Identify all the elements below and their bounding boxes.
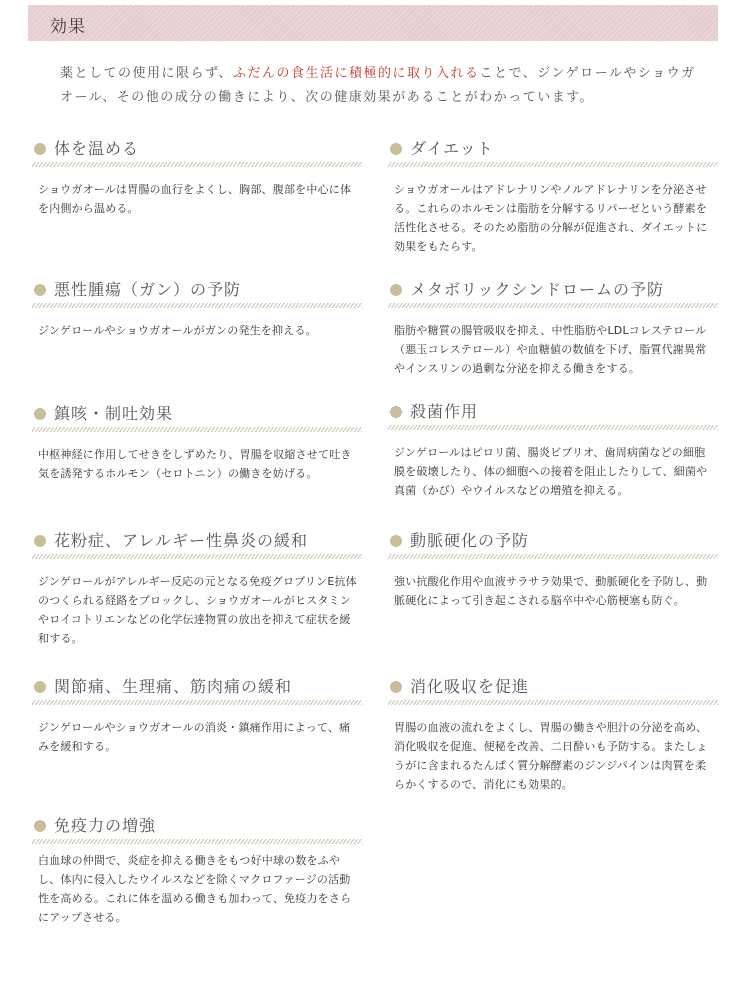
effect-item-antitussive bbox=[32, 401, 362, 480]
effect-description: 強い抗酸化作用や血液サラサラ効果で、動脈硬化を予防し、動脈硬化によって引き起こされる脳卒中や心筋梗塞も防ぐ。 bbox=[394, 575, 708, 607]
effect-title: 花粉症、アレルギー性鼻炎の緩和 bbox=[54, 531, 308, 550]
bullet-dot-icon bbox=[34, 408, 46, 420]
dotted-divider bbox=[388, 554, 718, 559]
effect-title: 殺菌作用 bbox=[410, 402, 479, 421]
effect-item-warming bbox=[32, 136, 362, 215]
effect-title: 消化吸収を促進 bbox=[410, 677, 530, 696]
bullet-dot-icon bbox=[390, 143, 402, 155]
effect-description: 胃腸の血液の流れをよくし、胃腸の働きや胆汁の分泌を高め、消化吸収を促進、便秘を改善、二日酔いも予防する。またしょうがに含まれるたんぱく質分解酵素のジンジパインは肉質を柔らかくするので、消化にも効果的。 bbox=[394, 721, 708, 791]
dotted-divider bbox=[32, 162, 362, 167]
dotted-divider bbox=[32, 839, 362, 844]
bullet-dot-icon bbox=[390, 406, 402, 418]
dotted-divider bbox=[388, 162, 718, 167]
effect-item-allergy bbox=[32, 528, 362, 645]
intro-highlight: ふだんの食生活に積極的に取り入れる bbox=[232, 66, 480, 81]
dotted-divider bbox=[388, 700, 718, 705]
dotted-divider bbox=[32, 554, 362, 559]
dotted-divider bbox=[32, 700, 362, 705]
effect-description: 脂肪や糖質の腸管吸収を抑え、中性脂肪やLDLコレステロール（悪玉コレステロール）や血糖値の数値を下げ、脂質代謝異常やインスリンの過剰な分泌を抑える働きをする。 bbox=[394, 324, 707, 375]
effect-title: 体を温める bbox=[54, 139, 140, 158]
dotted-divider bbox=[32, 303, 362, 308]
effect-item-cancer bbox=[32, 277, 362, 337]
bullet-dot-icon bbox=[34, 284, 46, 296]
effect-description: ショウガオールは胃腸の血行をよくし、胸部、腹部を中心に体を内側から温める。 bbox=[38, 183, 352, 215]
effect-title: 悪性腫瘍（ガン）の予防 bbox=[54, 280, 242, 299]
effect-item-antibacterial bbox=[388, 399, 718, 497]
effect-title: 動脈硬化の予防 bbox=[410, 531, 530, 550]
intro-paragraph bbox=[60, 62, 700, 110]
effect-item-diet bbox=[388, 136, 718, 253]
effect-title: 鎮咳・制吐効果 bbox=[54, 404, 174, 423]
effect-description: ジンゲロールはピロリ菌、腸炎ビブリオ、歯周病菌などの細胞膜を破壊したり、体の細胞への接着を阻止したりして、細菌や真菌（かび）やウイルスなどの増殖を抑える。 bbox=[394, 446, 708, 497]
effect-description: ジンゲロールやショウガオールがガンの発生を抑える。 bbox=[38, 324, 317, 337]
effect-title: ダイエット bbox=[410, 139, 494, 158]
effect-description: ショウガオールはアドレナリンやノルアドレナリンを分泌させる。これらのホルモンは脂肪を分解するリパーゼという酵素を活性化させる。そのため脂肪の分解が促進され、ダイエットに効果をもたらす。 bbox=[394, 183, 708, 253]
bullet-dot-icon bbox=[390, 681, 402, 693]
dotted-divider bbox=[388, 303, 718, 308]
effect-item-immunity bbox=[32, 813, 362, 924]
intro-text-after: ことで、ジンゲロールやショウガオール、その他の成分の働きにより、次の健康効果があることがわかっています。 bbox=[60, 66, 696, 105]
intro-text-before: 薬としての使用に限らず、 bbox=[60, 66, 233, 81]
section-title: 効果 bbox=[50, 17, 86, 37]
dotted-divider bbox=[32, 427, 362, 432]
dotted-divider bbox=[388, 425, 718, 430]
bullet-dot-icon bbox=[34, 820, 46, 832]
effect-description: ジンゲロールがアレルギー反応の元となる免疫グロブリンE抗体のつくられる経路をブロックし、ショウガオールがヒスタミンやロイコトリエンなどの化学伝達物質の放出を抑えて症状を緩和する。 bbox=[38, 575, 357, 645]
effect-title: 関節痛、生理痛、筋肉痛の緩和 bbox=[54, 677, 293, 696]
bullet-dot-icon bbox=[34, 681, 46, 693]
bullet-dot-icon bbox=[390, 535, 402, 547]
effect-item-digestion bbox=[388, 674, 718, 791]
effect-item-metabolic bbox=[388, 277, 718, 375]
effect-description: 中枢神経に作用してせきをしずめたり、胃腸を収縮させて吐き気を誘発するホルモン（セロトニン）の働きを妨げる。 bbox=[38, 448, 352, 480]
effect-description: ジンゲロールやショウガオールの消炎・鎮痛作用によって、痛みを緩和する。 bbox=[38, 721, 351, 753]
effect-item-arteriosclerosis bbox=[388, 528, 718, 607]
bullet-dot-icon bbox=[34, 143, 46, 155]
bullet-dot-icon bbox=[34, 535, 46, 547]
effect-description: 白血球の仲間で、炎症を抑える働きをもつ好中球の数をふやし、体内に侵入したウイルスなどを除くマクロファージの活動性を高める。これに体を温める働きも加わって、免疫力をさらにアップさせる。 bbox=[38, 854, 352, 924]
effect-title: メタボリックシンドロームの予防 bbox=[410, 280, 664, 299]
bullet-dot-icon bbox=[390, 284, 402, 296]
effect-item-pain-relief bbox=[32, 674, 362, 753]
effect-title: 免疫力の増強 bbox=[54, 816, 157, 835]
section-header bbox=[28, 5, 718, 41]
